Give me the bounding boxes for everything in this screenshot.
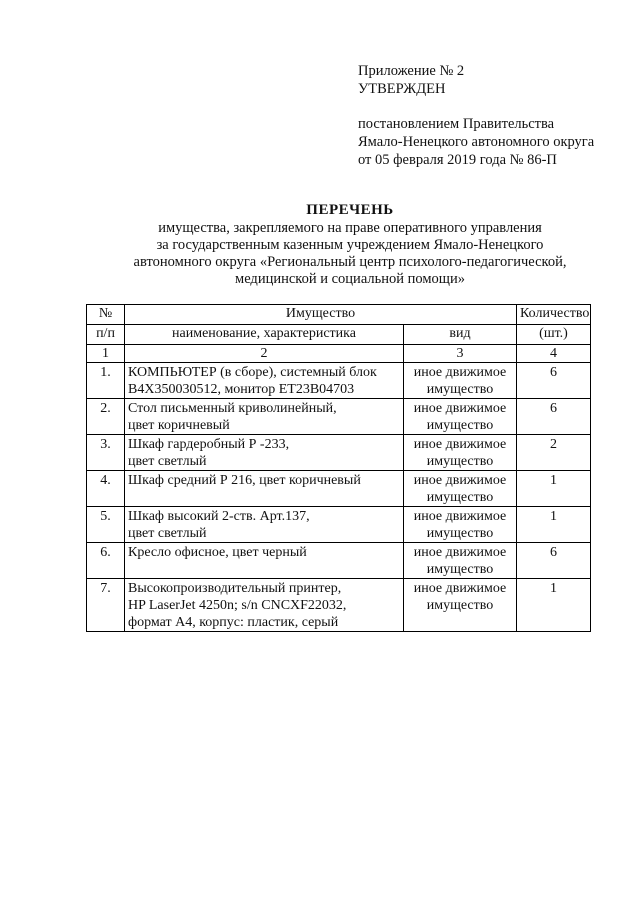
row-kind xyxy=(404,471,517,507)
property-table xyxy=(86,304,591,632)
header-qty-top: Количество xyxy=(517,305,591,325)
row-kind-line: иное движимое xyxy=(413,473,507,488)
table-row xyxy=(87,399,591,435)
table-row xyxy=(87,363,591,399)
col-number: 4 xyxy=(517,345,591,363)
row-kind-line: имущество xyxy=(426,526,494,541)
row-qty: 1 xyxy=(517,471,591,507)
row-name xyxy=(125,471,404,507)
header-name-char: наименование, характеристика xyxy=(125,325,404,345)
row-kind-line: имущество xyxy=(426,454,494,469)
row-kind xyxy=(404,507,517,543)
row-num: 7. xyxy=(87,579,125,632)
row-num: 3. xyxy=(87,435,125,471)
row-num: 4. xyxy=(87,471,125,507)
table-row xyxy=(87,471,591,507)
row-qty: 2 xyxy=(517,435,591,471)
header-num-top: № xyxy=(87,305,125,325)
row-num: 6. xyxy=(87,543,125,579)
row-kind-line: иное движимое xyxy=(413,581,507,596)
heading-line-2: за государственным казенным учреждением Ямало-Ненецкого xyxy=(156,237,544,253)
row-kind xyxy=(404,543,517,579)
row-kind xyxy=(404,399,517,435)
document-title: ПЕРЕЧЕНЬ xyxy=(306,202,394,218)
approval-block xyxy=(358,62,594,169)
header-kind: вид xyxy=(404,325,517,345)
appendix-number: Приложение № 2 xyxy=(358,63,465,79)
row-kind xyxy=(404,435,517,471)
table-row xyxy=(87,507,591,543)
row-kind-line: иное движимое xyxy=(413,365,507,380)
col-number: 2 xyxy=(125,345,404,363)
table-header-row xyxy=(87,305,591,325)
table-row xyxy=(87,579,591,632)
row-num: 1. xyxy=(87,363,125,399)
row-name xyxy=(125,435,404,471)
resolution-line: постановлением Правительства xyxy=(358,116,555,132)
row-kind xyxy=(404,579,517,632)
row-kind-line: имущество xyxy=(426,562,494,577)
header-qty-bottom: (шт.) xyxy=(517,325,591,345)
row-kind-line: иное движимое xyxy=(413,437,507,452)
row-name xyxy=(125,579,404,632)
row-num: 5. xyxy=(87,507,125,543)
row-qty: 6 xyxy=(517,399,591,435)
row-qty: 1 xyxy=(517,579,591,632)
row-kind-line: имущество xyxy=(426,418,494,433)
document-heading xyxy=(60,202,640,288)
row-name-line: цвет коричневый xyxy=(128,418,230,433)
row-kind xyxy=(404,363,517,399)
heading-line-3: автономного округа «Региональный центр психолого-педагогической, xyxy=(133,254,567,270)
row-kind-line: имущество xyxy=(426,382,494,397)
row-qty: 6 xyxy=(517,543,591,579)
row-qty: 6 xyxy=(517,363,591,399)
row-name-line: цвет светлый xyxy=(128,526,207,541)
row-kind-line: иное движимое xyxy=(413,545,507,560)
row-name xyxy=(125,507,404,543)
row-name xyxy=(125,543,404,579)
row-name-line: формат А4, корпус: пластик, серый xyxy=(128,615,339,630)
row-qty: 1 xyxy=(517,507,591,543)
row-num: 2. xyxy=(87,399,125,435)
row-kind-line: имущество xyxy=(426,598,494,613)
table-row xyxy=(87,543,591,579)
row-kind-line: имущество xyxy=(426,490,494,505)
row-kind-line: иное движимое xyxy=(413,509,507,524)
column-numbers-row xyxy=(87,345,591,363)
resolution-date: от 05 февраля 2019 года № 86-П xyxy=(358,152,557,168)
row-name xyxy=(125,363,404,399)
row-name-line: цвет светлый xyxy=(128,454,207,469)
row-name-line: Высокопроизводительный принтер, xyxy=(128,581,342,596)
heading-line-4: медицинской и социальной помощи» xyxy=(235,271,465,287)
row-name xyxy=(125,399,404,435)
table-subheader-row xyxy=(87,325,591,345)
row-kind-line: иное движимое xyxy=(413,401,507,416)
header-property: Имущество xyxy=(125,305,517,325)
row-name-line: Шкаф гардеробный Р -233, xyxy=(128,437,290,452)
col-number: 3 xyxy=(404,345,517,363)
row-name-line: Стол письменный криволинейный, xyxy=(128,401,337,416)
approved-label: УТВЕРЖДЕН xyxy=(358,81,446,97)
district-line: Ямало-Ненецкого автономного округа xyxy=(358,134,595,150)
header-num-bottom: п/п xyxy=(87,325,125,345)
row-name-line: Шкаф высокий 2-ств. Арт.137, xyxy=(128,509,310,524)
table-row xyxy=(87,435,591,471)
row-name-line: Шкаф средний Р 216, цвет коричневый xyxy=(128,473,361,488)
heading-line-1: имущества, закрепляемого на праве оперативного управления xyxy=(158,220,542,236)
row-name-line: B4X350030512, монитор ET23B04703 xyxy=(128,382,355,397)
row-name-line: HP LaserJet 4250n; s/n CNCXF22032, xyxy=(128,598,347,613)
col-number: 1 xyxy=(87,345,125,363)
row-name-line: КОМПЬЮТЕР (в сборе), системный блок xyxy=(128,365,377,380)
row-name-line: Кресло офисное, цвет черный xyxy=(128,545,307,560)
